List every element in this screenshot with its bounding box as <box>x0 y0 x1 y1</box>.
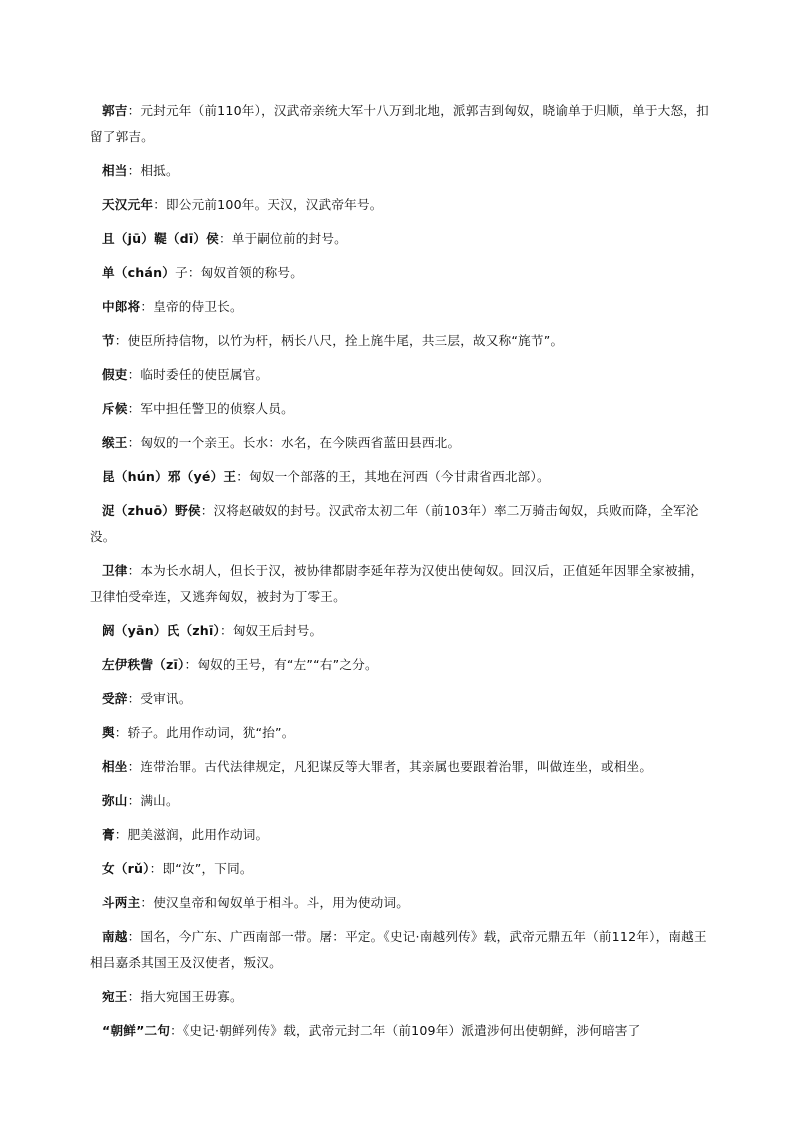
term-separator: ： <box>127 435 141 450</box>
glossary-term: 斥候 <box>102 401 128 416</box>
glossary-entry <box>90 856 710 882</box>
glossary-entry <box>90 618 710 644</box>
glossary-definition: 指大宛国王毋寡。 <box>140 989 243 1004</box>
glossary-term: 相坐 <box>102 759 128 774</box>
glossary-definition: 临时委任的使臣属官。 <box>140 367 269 382</box>
glossary-term: 天汉元年 <box>102 197 154 212</box>
glossary-definition: 即“汝”，下同。 <box>162 861 253 876</box>
glossary-entry <box>90 158 710 184</box>
glossary-definition: 《史记·朝鲜列传》载，武帝元封二年（前109年）派遣涉何出使朝鲜，涉何暗害了 <box>182 1023 641 1038</box>
glossary-entry <box>90 754 710 780</box>
glossary-term: 假吏 <box>102 367 128 382</box>
glossary-term: 卫律 <box>102 563 128 578</box>
glossary-term: 节 <box>102 333 115 348</box>
term-separator: ： <box>127 563 141 578</box>
glossary-term: 左伊秩訾（zī） <box>102 657 185 672</box>
glossary-entry <box>90 362 710 388</box>
term-separator: ： <box>153 197 166 212</box>
glossary-entry <box>90 652 710 678</box>
glossary-definition: 匈奴王后封号。 <box>232 623 323 638</box>
glossary-term: 缑王 <box>102 435 128 450</box>
glossary-entry <box>90 822 710 848</box>
glossary-entry <box>90 1018 710 1044</box>
term-separator: ： <box>127 401 141 416</box>
term-separator: ： <box>127 793 141 808</box>
term-separator: ： <box>127 929 141 944</box>
glossary-entry <box>90 498 710 550</box>
glossary-entry <box>90 328 710 354</box>
term-separator: ： <box>140 299 154 314</box>
term-separator: ： <box>127 989 141 1004</box>
term-separator: ： <box>127 367 141 382</box>
glossary-term: 单（chán） <box>102 265 176 280</box>
glossary-definition: 汉将赵破奴的封号。汉武帝太初二年（前103年）率二万骑击匈奴，兵败而降，全军沦没。 <box>90 503 699 544</box>
glossary-definition: 皇帝的侍卫长。 <box>153 299 243 314</box>
glossary-list <box>90 98 710 1052</box>
glossary-definition: 受审讯。 <box>140 691 192 706</box>
glossary-entry <box>90 396 710 422</box>
glossary-entry <box>90 558 710 610</box>
glossary-definition: 国名，今广东、广西南部一带。屠：平定。《史记·南越列传》载，武帝元鼎五年（前112年），南越王相吕嘉杀其国王及汉使者，叛汉。 <box>90 929 707 970</box>
glossary-entry <box>90 98 710 150</box>
term-separator: ： <box>149 861 163 876</box>
glossary-entry <box>90 686 710 712</box>
glossary-term: 中郎将 <box>102 299 141 314</box>
glossary-definition: 匈奴一个部落的王，其地在河西（今甘肃省西北部）。 <box>249 469 550 484</box>
glossary-term: 弥山 <box>102 793 128 808</box>
glossary-term: 膏 <box>102 827 115 842</box>
term-separator: ： <box>170 1023 183 1038</box>
glossary-definition: 匈奴的一个亲王。长水：水名，在今陕西省蓝田县西北。 <box>140 435 461 450</box>
term-separator: ： <box>184 657 198 672</box>
term-separator: ： <box>114 333 128 348</box>
term-separator: ： <box>200 503 214 518</box>
term-separator: ： <box>127 103 141 118</box>
glossary-entry <box>90 192 710 218</box>
glossary-definition: 使汉皇帝和匈奴单于相斗。斗，用为使动词。 <box>153 895 410 910</box>
glossary-term: 女（rǔ） <box>102 861 150 876</box>
term-separator: ： <box>114 827 128 842</box>
term-separator: ： <box>218 231 232 246</box>
glossary-entry <box>90 984 710 1010</box>
glossary-definition: 元封元年（前110年），汉武帝亲统大军十八万到北地，派郭吉到匈奴，晓谕单于归顺，单于大怒，扣留了郭吉。 <box>90 103 709 144</box>
glossary-entry <box>90 260 710 286</box>
glossary-term: 郭吉 <box>102 103 128 118</box>
term-separator: ： <box>236 469 250 484</box>
glossary-term: 昆（hún）邪（yé）王 <box>102 469 237 484</box>
glossary-term: 浞（zhuō）野侯 <box>102 503 201 518</box>
glossary-entry <box>90 226 710 252</box>
glossary-definition: 相抵。 <box>140 163 179 178</box>
glossary-definition: 本为长水胡人，但长于汉，被协律都尉李延年荐为汉使出使匈奴。回汉后，正值延年因罪全家被捕，卫律怕受牵连，又逃奔匈奴，被封为丁零王。 <box>90 563 704 604</box>
glossary-definition: 单于嗣位前的封号。 <box>231 231 347 246</box>
glossary-definition: 连带治罪。古代法律规定，凡犯谋反等大罪者，其亲属也要跟着治罪，叫做连坐，或相坐。 <box>140 759 653 774</box>
glossary-term: 受辞 <box>102 691 128 706</box>
glossary-term: 且（jū）鞮（dī）侯 <box>102 231 219 246</box>
term-separator: ： <box>127 163 141 178</box>
glossary-term: 宛王 <box>102 989 128 1004</box>
glossary-term: 舆 <box>102 725 115 740</box>
glossary-definition: 匈奴的王号，有“左”“右”之分。 <box>197 657 378 672</box>
glossary-entry <box>90 890 710 916</box>
term-separator: ： <box>219 623 233 638</box>
glossary-definition: 轿子。此用作动词，犹“抬”。 <box>127 725 295 740</box>
glossary-definition: 军中担任警卫的侦察人员。 <box>140 401 294 416</box>
glossary-entry <box>90 924 710 976</box>
term-separator: ： <box>114 725 128 740</box>
glossary-term: 南越 <box>102 929 128 944</box>
glossary-entry <box>90 464 710 490</box>
glossary-term: 斗两主 <box>102 895 141 910</box>
glossary-term: “朝鲜”二句 <box>102 1023 171 1038</box>
glossary-term: 相当 <box>102 163 128 178</box>
glossary-term: 阏（yān）氏（zhī） <box>102 623 220 638</box>
glossary-definition: 子：匈奴首领的称号。 <box>175 265 304 280</box>
glossary-entry <box>90 430 710 456</box>
term-separator: ： <box>127 759 141 774</box>
glossary-entry <box>90 294 710 320</box>
glossary-definition: 即公元前100年。天汉，汉武帝年号。 <box>165 197 383 212</box>
term-separator: ： <box>127 691 141 706</box>
glossary-entry <box>90 788 710 814</box>
glossary-definition: 满山。 <box>140 793 179 808</box>
term-separator: ： <box>140 895 154 910</box>
glossary-definition: 肥美滋润，此用作动词。 <box>127 827 269 842</box>
glossary-definition: 使臣所持信物，以竹为杆，柄长八尺，拴上旄牛尾，共三层，故又称“旄节”。 <box>127 333 564 348</box>
glossary-entry <box>90 720 710 746</box>
